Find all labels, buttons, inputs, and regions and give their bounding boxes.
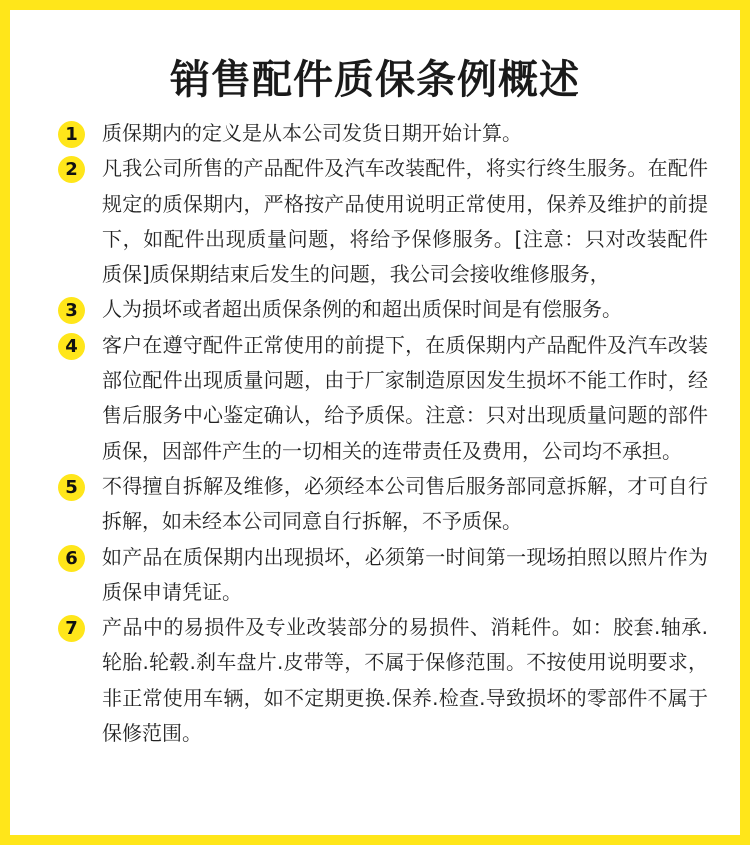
item-number-badge: 5 [58,474,85,501]
item-text: 质保期内的定义是从本公司发货日期开始计算。 [102,121,522,145]
content-card [10,10,740,835]
item-text: 凡我公司所售的产品配件及汽车改装配件，将实行终生服务。在配件规定的质保期内，严格按产品使用说明正常使用，保养及维护的前提下，如配件出现质量问题，将给予保修服务。[注意：只对改装配件质保]质保期结束后发生的问题，我公司会接收维修服务， [102,156,708,287]
list-item [58,116,708,151]
item-number-badge: 2 [58,156,85,183]
list-item [58,328,708,469]
item-number-badge: 4 [58,333,85,360]
item-text: 人为损坏或者超出质保条例的和超出质保时间是有偿服务。 [102,297,622,322]
list-item [58,151,708,292]
list-item [58,540,708,611]
item-number-badge: 3 [58,297,85,324]
item-number-badge: 6 [58,545,85,572]
item-text: 不得擅自拆解及维修，必须经本公司售后服务部同意拆解，才可自行拆解，如未经本公司同意自行拆解，不予质保。 [102,473,708,534]
list-item [58,610,708,751]
list-item [58,469,708,540]
item-number-badge: 1 [58,121,85,148]
warranty-terms-list [58,116,708,751]
item-text: 客户在遵守配件正常使用的前提下，在质保期内产品配件及汽车改装部位配件出现质量问题，由于厂家制造原因发生损坏不能工作时，经售后服务中心鉴定确认，给予质保。注意：只对出现质量问题的部件质保，因部件产生的一切相关的连带责任及费用，公司均不承担。 [102,332,708,463]
item-text: 如产品在质保期内出现损坏，必须第一时间第一现场拍照以照片作为质保申请凭证。 [102,544,708,604]
item-text: 产品中的易损件及专业改装部分的易损件、消耗件。如：胶套.轴承.轮胎.轮毂.刹车盘片.皮带等，不属于保修范围。不按使用说明要求，非正常使用车辆，如不定期更换.保养.检查.导致损坏的零部件不属于保修范围。 [102,615,708,746]
page-title: 销售配件质保条例概述 [170,57,580,103]
item-number-badge: 7 [58,615,85,642]
list-item [58,292,708,327]
